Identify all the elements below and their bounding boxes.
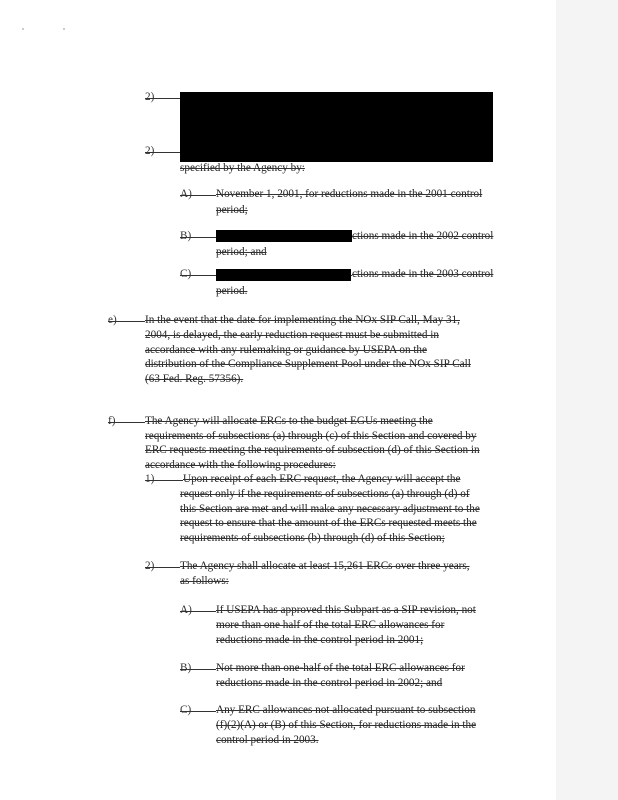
list-label: 1)	[145, 473, 183, 486]
text-line: 2004, is delayed, the early reduction request must be submitted in	[145, 329, 439, 341]
text-line: Any ERC allowances not allocated pursuant to subsection	[216, 704, 476, 716]
text-line: as follows:	[180, 575, 229, 587]
text-line: this Section are met and will make any necessary adjustment to the	[180, 503, 480, 515]
text-line: accordance with the following procedures:	[145, 459, 336, 471]
list-label: C)	[180, 704, 216, 717]
text-line: ERC requests meeting the requirements of subsection (d) of this Section in	[145, 444, 480, 456]
list-label: 2)	[145, 560, 180, 573]
text-line: reductions made in the control period in 2001;	[216, 634, 424, 646]
list-label: 2)	[145, 145, 180, 158]
list-label: B)	[180, 230, 352, 243]
text-line: If USEPA has approved this Subpart as a SIP revision, not	[216, 604, 476, 616]
text-line: Upon receipt of each ERC request, the Agency will accept the	[183, 473, 461, 485]
text-line: In the event that the date for implementing the NOx SIP Call, May 31,	[145, 314, 460, 326]
redaction-box	[216, 230, 352, 242]
text-line: control period in 2003.	[216, 734, 319, 746]
text-line: requirements of subsections (a) through (c) of this Section and covered by	[145, 430, 477, 442]
redaction-box	[180, 92, 493, 162]
list-label: f)	[108, 415, 145, 428]
scan-speck	[22, 28, 24, 30]
text-line: request only if the requirements of subsections (a) through (d) of	[180, 488, 470, 500]
text-line: request to ensure that the amount of the ERCs requested meets the	[180, 517, 477, 529]
list-label: C)	[180, 268, 352, 281]
text-line: Not more than one-half of the total ERC allowances for	[216, 662, 465, 674]
text-line: ctions made in the 2003 control	[352, 268, 494, 280]
text-line: specified by the Agency by:	[180, 162, 305, 174]
list-label: B)	[180, 662, 216, 675]
text-line: period; and	[216, 246, 267, 258]
text-line: ctions made in the 2002 control	[352, 230, 494, 242]
text-line: distribution of the Compliance Supplement Pool under the NOx SIP Call	[145, 358, 471, 370]
text-line: reductions made in the control period in 2002; and	[216, 677, 443, 689]
text-line: The Agency will allocate ERCs to the budget EGUs meeting the	[145, 415, 433, 427]
scan-speck	[63, 28, 65, 30]
list-label: 2)	[145, 91, 180, 104]
list-label: e)	[108, 314, 145, 327]
list-label: A)	[180, 188, 216, 201]
text-line: November 1, 2001, for reductions made in the 2001 control	[216, 188, 483, 200]
text-line: requirements of subsections (b) through (d) of this Section;	[180, 532, 445, 544]
text-line: more than one half of the total ERC allowances for	[216, 619, 445, 631]
text-line: period;	[216, 204, 248, 216]
redaction-box	[216, 269, 351, 281]
text-line: accordance with any rulemaking or guidance by USEPA on the	[145, 344, 427, 356]
page-edge	[556, 0, 618, 800]
text-line: The Agency shall allocate at least 15,261 ERCs over three years,	[180, 560, 470, 572]
text-line: period.	[216, 285, 248, 297]
list-label: A)	[180, 604, 216, 617]
text-line: (63 Fed. Reg. 57356).	[145, 373, 244, 385]
text-line: (f)(2)(A) or (B) of this Section, for reductions made in the	[216, 719, 477, 731]
